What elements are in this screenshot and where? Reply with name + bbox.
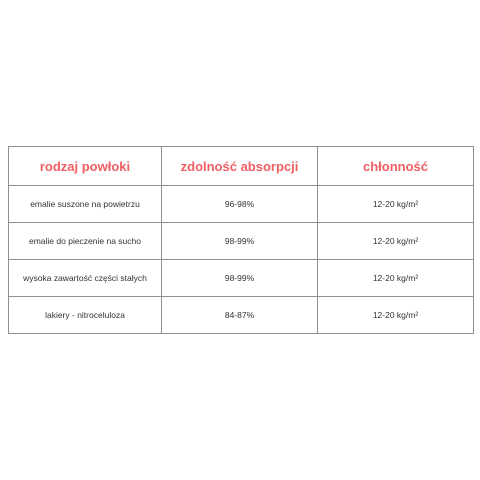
cell-coating-type: wysoka zawartość części stałych	[9, 260, 162, 297]
cell-absorbency: 12-20 kg/m²	[318, 297, 474, 334]
table-header-row	[9, 147, 474, 186]
cell-coating-type: emalie suszone na powietrzu	[9, 186, 162, 223]
table-row	[9, 223, 474, 260]
table-row	[9, 260, 474, 297]
header-coating-type: rodzaj powłoki	[9, 147, 162, 186]
table-row	[9, 186, 474, 223]
cell-absorption-capacity: 96-98%	[162, 186, 318, 223]
cell-absorption-capacity: 98-99%	[162, 223, 318, 260]
cell-absorbency: 12-20 kg/m²	[318, 186, 474, 223]
coating-table	[8, 146, 474, 334]
cell-absorbency: 12-20 kg/m²	[318, 223, 474, 260]
cell-absorbency: 12-20 kg/m²	[318, 260, 474, 297]
cell-coating-type: emalie do pieczenie na sucho	[9, 223, 162, 260]
coating-table-container	[8, 146, 473, 334]
cell-coating-type: lakiery - nitroceluloza	[9, 297, 162, 334]
table-row	[9, 297, 474, 334]
cell-absorption-capacity: 98-99%	[162, 260, 318, 297]
header-absorbency: chłonność	[318, 147, 474, 186]
cell-absorption-capacity: 84-87%	[162, 297, 318, 334]
header-absorption-capacity: zdolność absorpcji	[162, 147, 318, 186]
